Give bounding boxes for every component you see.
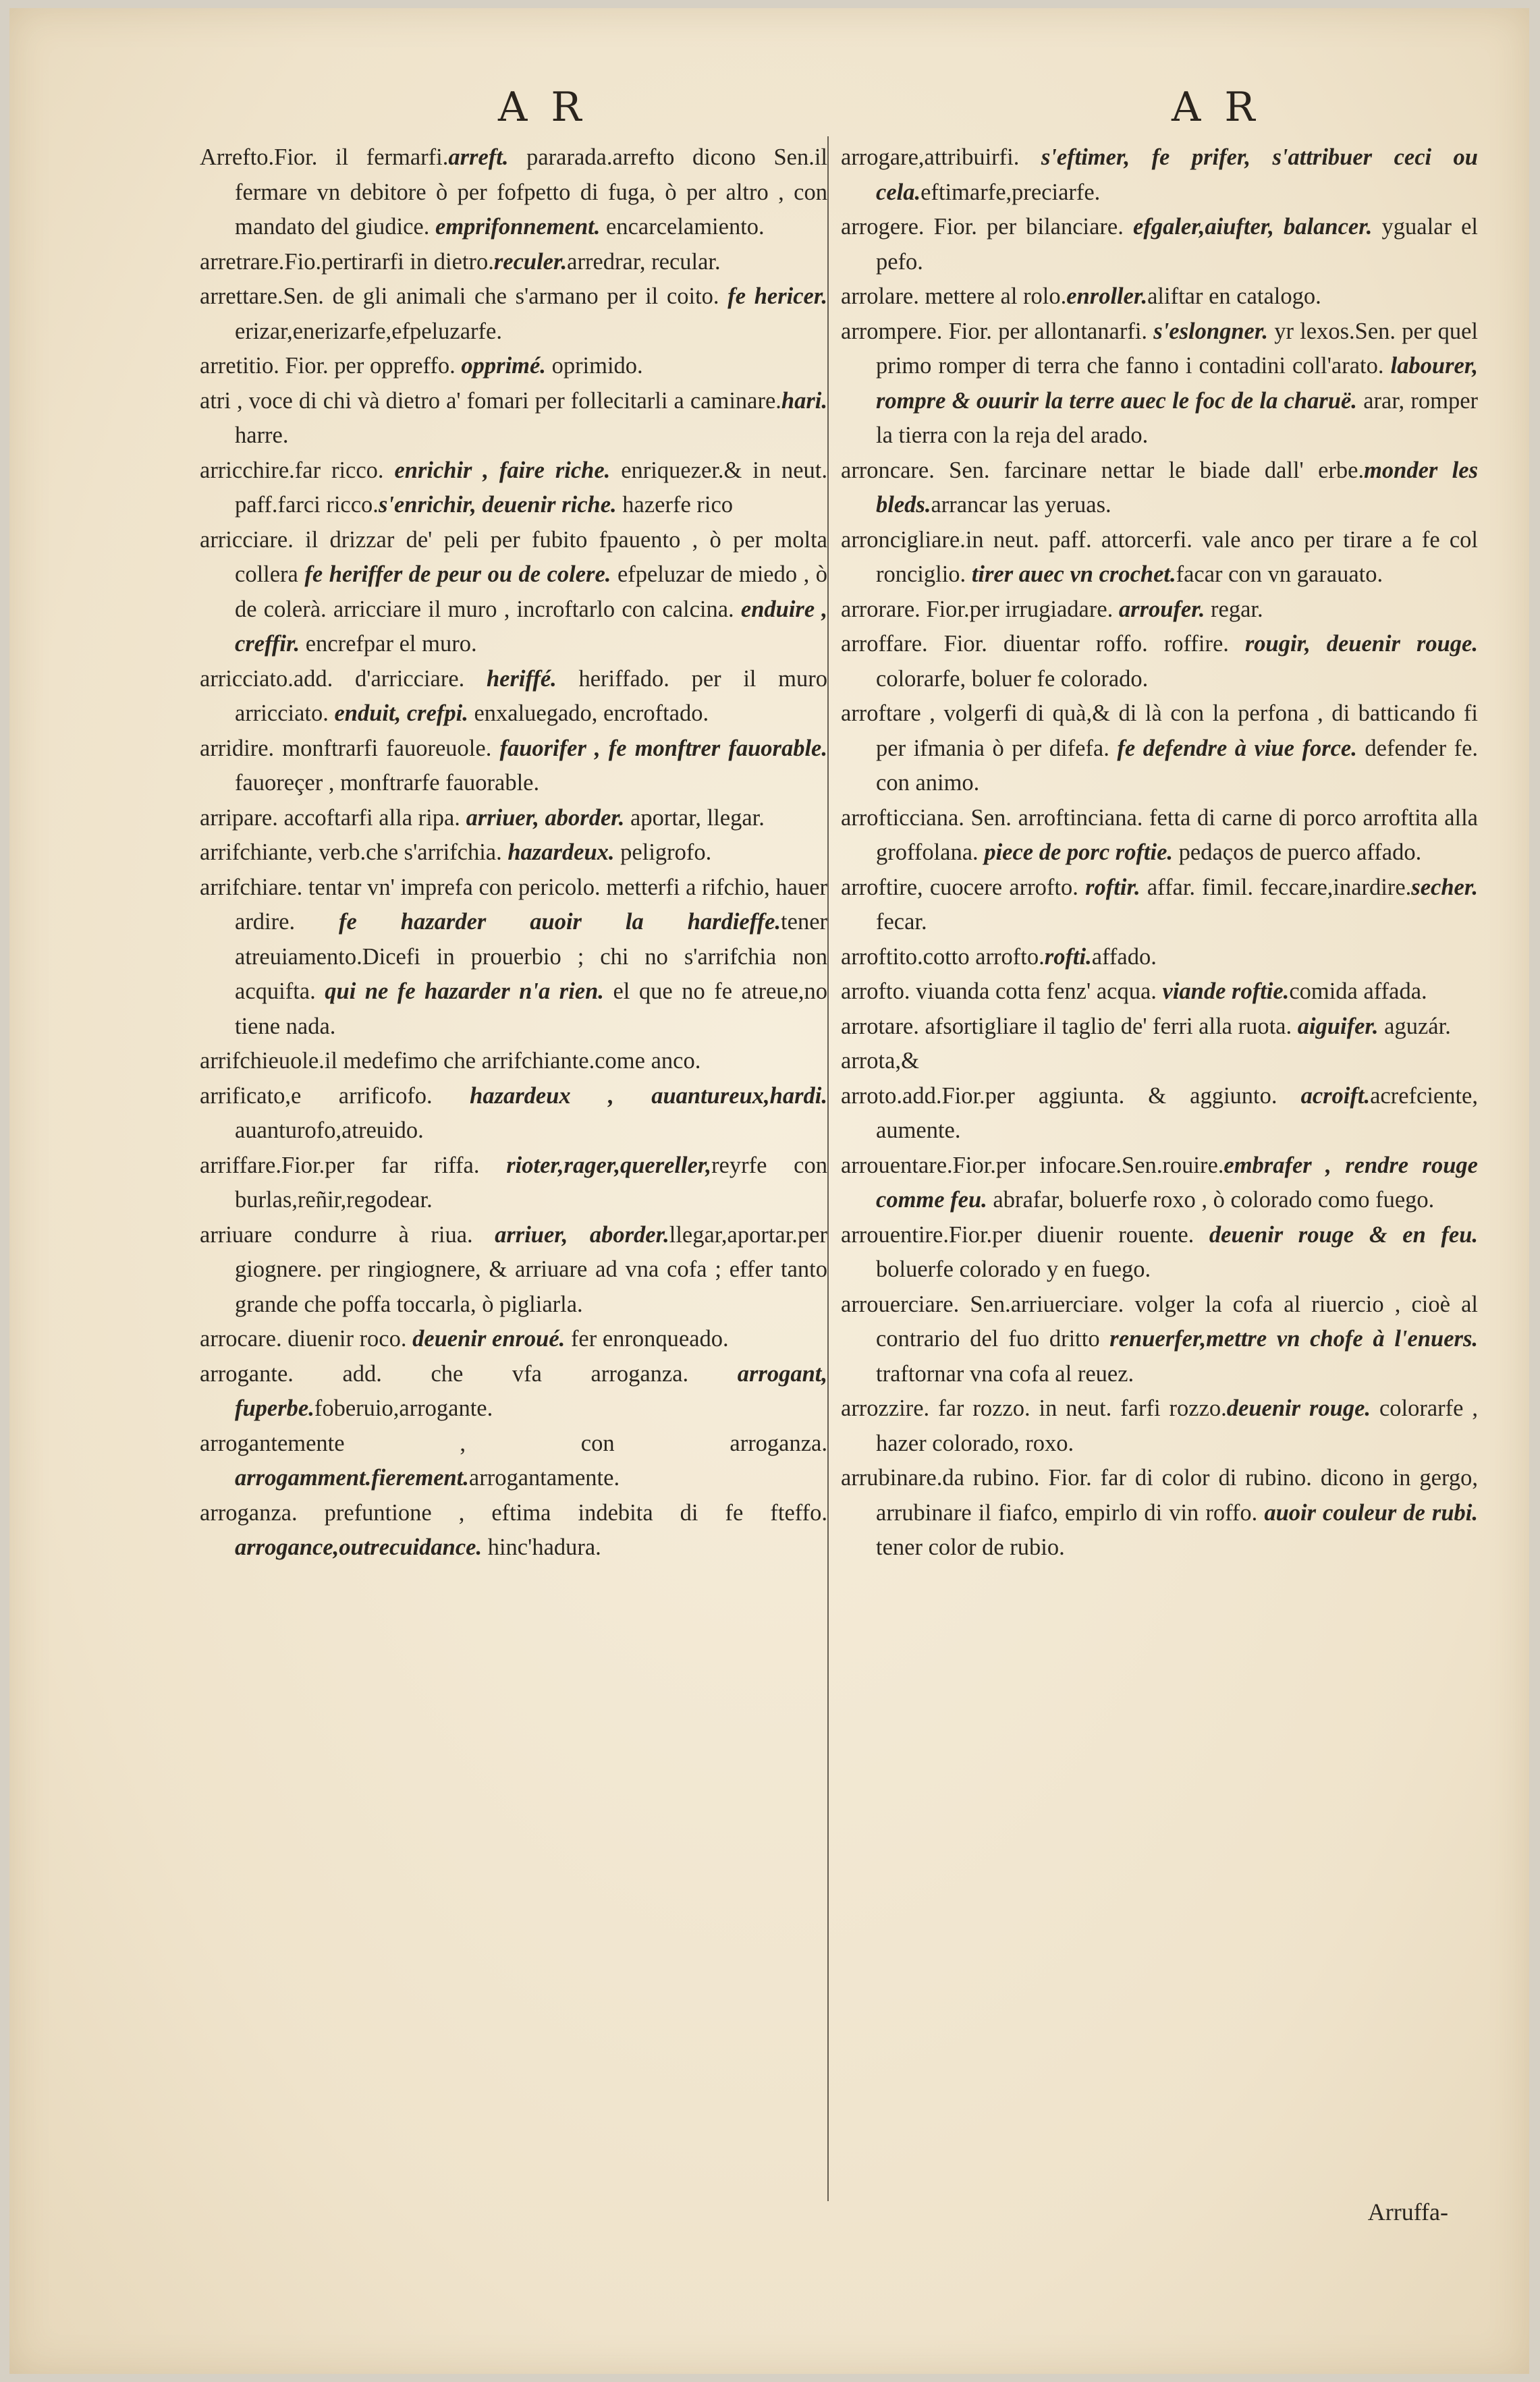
dictionary-entry — [841, 523, 1478, 592]
dictionary-entry — [841, 1148, 1478, 1218]
entry-text: arripare. accoftarfi alla ripa. — [200, 804, 466, 831]
entry-text: facar con vn garauato. — [1176, 561, 1383, 587]
french-gloss: fe hazarder auoir la hardieffe. — [339, 909, 781, 935]
dictionary-entry — [200, 870, 827, 1045]
dictionary-entry — [841, 1461, 1478, 1566]
french-gloss: efgaler,aiufter, balancer. — [1133, 214, 1373, 240]
entry-text: fauoreçer , monftrarfe fauorable. — [235, 770, 540, 796]
entry-text: arrompere. Fior. per allontanarfi. — [841, 318, 1154, 344]
entry-text: aliftar en catalogo. — [1147, 283, 1321, 309]
dictionary-entry — [841, 696, 1478, 801]
entry-text: pararada.arrefto dicono Sen.il fermare vn debitore ò per fofpetto di fuga, ò per altro , con mandato del giudice. — [235, 144, 827, 240]
entry-text: fer enronqueado. — [565, 1326, 729, 1352]
entry-text: arricciato.add. d'arricciare. — [200, 665, 487, 692]
french-gloss: deuenir rouge & en feu. — [1209, 1221, 1479, 1248]
dictionary-entry — [200, 245, 827, 280]
entry-text: arretrare.Fio.pertirarfi in dietro. — [200, 248, 494, 275]
french-gloss: viande roftie. — [1162, 978, 1290, 1004]
entry-text: hinc'hadura. — [482, 1534, 601, 1560]
entry-text: arrogante. add. che vfa arroganza. — [200, 1360, 738, 1387]
entry-text: encarcelamiento. — [600, 214, 765, 240]
french-gloss: qui ne fe hazarder n'a rien. — [325, 978, 604, 1004]
dictionary-entry — [200, 662, 827, 731]
entry-text: arriffare.Fior.per far riffa. — [200, 1152, 507, 1178]
dictionary-entry — [200, 140, 827, 245]
entry-text: arrogere. Fior. per bilanciare. — [841, 214, 1134, 240]
french-gloss: tirer auec vn crochet. — [971, 561, 1176, 587]
dictionary-entry — [200, 1322, 827, 1357]
entry-text: Arrefto.Fior. il fermarfi. — [200, 144, 449, 170]
french-gloss: enduit, crefpi. — [334, 700, 468, 726]
french-gloss: deuenir enroué. — [412, 1326, 566, 1352]
dictionary-entry — [200, 279, 827, 349]
dictionary-entry — [200, 1148, 827, 1218]
entry-text: harre. — [235, 422, 289, 448]
dictionary-entry — [200, 835, 827, 870]
french-gloss: secher. — [1411, 874, 1478, 900]
dictionary-entry — [841, 1079, 1478, 1148]
french-gloss: embrafer , rendre rouge comme feu. — [876, 1152, 1478, 1213]
dictionary-entry — [200, 1496, 827, 1566]
french-gloss: hazardeux. — [507, 839, 615, 865]
left-column — [200, 140, 827, 1566]
entry-text: efpeluzar de miedo , ò de colerà. arricciare il muro , incroftarlo con calcina. — [235, 561, 827, 622]
french-gloss: opprimé. — [461, 353, 546, 379]
entry-text: heriffado. per il muro arricciato. — [235, 665, 827, 726]
entry-text: tener color de rubio. — [876, 1534, 1065, 1560]
french-gloss: reculer. — [493, 248, 568, 275]
french-gloss: deuenir rouge. — [1226, 1395, 1371, 1421]
dictionary-entry — [200, 1357, 827, 1427]
dictionary-entry — [200, 384, 827, 453]
french-gloss: fe hericer. — [727, 283, 827, 309]
dictionary-entry — [200, 1427, 827, 1496]
french-gloss: rioter,rager,quereller, — [506, 1152, 712, 1178]
entry-text: erizar,enerizarfe,efpeluzarfe. — [235, 318, 502, 344]
dictionary-entry — [841, 974, 1478, 1009]
french-gloss: fe defendre à viue force. — [1117, 735, 1357, 761]
dictionary-entry — [841, 1044, 1478, 1079]
left-running-head: A R — [498, 84, 587, 131]
dictionary-entry — [200, 523, 827, 662]
dictionary-entry — [200, 731, 827, 801]
entry-text: abrafar, boluerfe roxo , ò colorado como fuego. — [987, 1187, 1435, 1213]
french-gloss: enroller. — [1066, 283, 1148, 309]
entry-text: arrogantamente. — [468, 1465, 620, 1491]
entry-text: arroffare. Fior. diuentar roffo. roffire. — [841, 631, 1245, 657]
entry-text: el que no fe atreue,no tiene nada. — [235, 978, 827, 1039]
book-page — [9, 8, 1529, 2374]
entry-text: oprimido. — [545, 353, 643, 379]
entry-text: arar, romper la tierra con la reja del arado. — [876, 387, 1478, 448]
entry-text: atri , voce di chi và dietro a' fomari per follecitarli a caminare. — [200, 387, 781, 414]
french-gloss: acroift. — [1300, 1082, 1371, 1109]
french-gloss: rofti. — [1044, 943, 1092, 970]
entry-text: encrefpar el muro. — [300, 631, 477, 657]
dictionary-entry — [841, 279, 1478, 314]
dictionary-entry — [841, 453, 1478, 523]
french-gloss: arrogant, fuperbe. — [235, 1360, 827, 1421]
french-gloss: s'eslongner. — [1153, 318, 1268, 344]
entry-text: arriuare condurre à riua. — [200, 1221, 495, 1248]
entry-text: arrocare. diuenir roco. — [200, 1326, 413, 1352]
entry-text: arrorare. Fior.per irrugiadare. — [841, 596, 1119, 622]
french-gloss: fe heriffer de peur ou de colere. — [304, 561, 611, 587]
french-gloss: arreft. — [448, 144, 509, 170]
dictionary-entry — [841, 140, 1478, 210]
french-gloss: arrogamment.fierement. — [235, 1465, 469, 1491]
entry-text: arrouentare.Fior.per infocare.Sen.rouire. — [841, 1152, 1224, 1178]
entry-text: arrofto. viuanda cotta fenz' acqua. — [841, 978, 1163, 1004]
entry-text: arroto.add.Fior.per aggiunta. & aggiunto. — [841, 1082, 1301, 1109]
french-gloss: auoir couleur de rubi. — [1264, 1499, 1478, 1526]
entry-text: arroganza. prefuntione , eftima indebita di fe fteffo. — [200, 1499, 827, 1526]
dictionary-entry — [841, 940, 1478, 975]
entry-text: arrifchiare. tentar vn' imprefa con pericolo. metterfi a rifchio, hauer ardire. — [200, 874, 827, 935]
french-gloss: fauorifer , fe monftrer fauorable. — [499, 735, 827, 761]
entry-text: eftimarfe,preciarfe. — [920, 179, 1101, 205]
french-gloss: arriuer, aborder. — [495, 1221, 669, 1248]
entry-text: affado. — [1091, 943, 1157, 970]
entry-text: fecar. — [876, 909, 927, 935]
dictionary-entry — [841, 210, 1478, 279]
entry-text: comida affada. — [1289, 978, 1427, 1004]
column-divider — [827, 136, 829, 2201]
entry-text: arrolare. mettere al rolo. — [841, 283, 1067, 309]
dictionary-entry — [200, 1079, 827, 1148]
dictionary-entry — [200, 349, 827, 384]
dictionary-entry — [200, 1218, 827, 1323]
entry-text: arroftire, cuocere arrofto. — [841, 874, 1086, 900]
entry-text: boluerfe colorado y en fuego. — [876, 1256, 1151, 1282]
entry-text: ygualar el pefo. — [876, 214, 1478, 275]
dictionary-entry — [841, 1009, 1478, 1045]
french-gloss: labourer, rompre & ouurir la terre auec le foc de la charuë. — [876, 353, 1478, 414]
dictionary-entry — [841, 870, 1478, 940]
dictionary-entry — [841, 627, 1478, 696]
entry-text: auanturofo,atreuido. — [235, 1117, 424, 1143]
french-gloss: hazardeux , auantureux,hardi. — [470, 1082, 827, 1109]
entry-text: arrouentire.Fior.per diuenir rouente. — [841, 1221, 1209, 1248]
entry-text: arrouerciare. Sen.arriuerciare. volger la cofa al riuercio , cioè al contrario del fuo dritto — [841, 1291, 1478, 1352]
entry-text: colorarfe , hazer colorado, roxo. — [876, 1395, 1478, 1456]
entry-text: arroftito.cotto arrofto. — [841, 943, 1045, 970]
entry-text: arrubinare.da rubino. Fior. far di color di rubino. dicono in gergo, arrubinare il fiafco, empirlo di vin roffo. — [841, 1465, 1478, 1526]
french-gloss: emprifonnement. — [435, 214, 601, 240]
french-gloss: enduire , creffir. — [235, 596, 827, 657]
french-gloss: hari. — [781, 387, 827, 414]
entry-text: tener atreuiamento.Dicefi in prouerbio ; chi no s'arrifchia non acquifta. — [235, 909, 827, 1004]
entry-text: arridire. monftrarfi fauoreuole. — [200, 735, 500, 761]
entry-text: pedaços de puerco affado. — [1173, 839, 1422, 865]
french-gloss: s'enrichir, deuenir riche. — [378, 492, 617, 518]
french-gloss: piece de porc roftie. — [984, 839, 1174, 865]
dictionary-entry — [841, 801, 1478, 870]
entry-text: llegar,aportar.per giognere. per ringiognere, & arriuare ad vna cofa ; effer tanto grande che poffa toccarla, ò pigliarla. — [235, 1221, 827, 1317]
french-gloss: rougir, deuenir rouge. — [1244, 631, 1478, 657]
french-gloss: s'eftimer, fe prifer, s'attribuer ceci ou cela. — [876, 144, 1478, 205]
right-column — [841, 140, 1478, 1566]
french-gloss: arrogance,outrecuidance. — [235, 1534, 483, 1560]
entry-text: arrogare,attribuirfi. — [841, 144, 1041, 170]
entry-text: regar. — [1205, 596, 1263, 622]
entry-text: traftornar vna cofa al reuez. — [876, 1360, 1134, 1387]
french-gloss: arroufer. — [1118, 596, 1205, 622]
entry-text: arrettare.Sen. de gli animali che s'armano per il coito. — [200, 283, 728, 309]
entry-text: arrofticciana. Sen. arroftinciana. fetta di carne di porco arroftita alla groffolana. — [841, 804, 1478, 865]
entry-text: acrefciente, aumente. — [876, 1082, 1478, 1143]
entry-text: arrotare. afsortigliare il taglio de' ferri alla ruota. — [841, 1013, 1298, 1039]
entry-text: defender fe. con animo. — [876, 735, 1479, 796]
entry-text: arrota,& — [841, 1048, 919, 1074]
dictionary-entry — [841, 1287, 1478, 1392]
dictionary-entry — [200, 453, 827, 523]
entry-text: arrogantemente , con arroganza. — [200, 1430, 827, 1456]
catchword: Arruffa- — [1367, 2198, 1448, 2225]
entry-text: arricciare. il drizzar de' peli per fubito fpauento , ò per molta collera — [200, 526, 827, 587]
entry-text: arredrar, recular. — [567, 248, 721, 275]
dictionary-entry — [200, 1044, 827, 1079]
french-gloss: arriuer, aborder. — [466, 804, 625, 831]
entry-text: arroftare , volgerfi di quà,& di là con la perfona , di batticando fi per ifmania ò per difefa. — [841, 700, 1478, 761]
entry-text: affar. fimil. feccare,inardire. — [1140, 874, 1412, 900]
french-gloss: enrichir , faire riche. — [394, 457, 611, 483]
entry-text: arrificato,e arrificofo. — [200, 1082, 470, 1109]
dictionary-entry — [841, 592, 1478, 628]
entry-text: colorarfe, boluer fe colorado. — [876, 665, 1149, 692]
dictionary-entry — [841, 1218, 1478, 1287]
french-gloss: heriffé. — [486, 665, 557, 692]
dictionary-entry — [841, 1391, 1478, 1461]
french-gloss: renuerfer,mettre vn chofe à l'enuers. — [1109, 1326, 1478, 1352]
entry-text: hazerfe rico — [616, 492, 734, 518]
french-gloss: monder les bleds. — [876, 457, 1478, 518]
entry-text: aguzár. — [1378, 1013, 1451, 1039]
french-gloss: roftir. — [1085, 874, 1140, 900]
entry-text: arrancar las yeruas. — [931, 492, 1111, 518]
entry-text: arrifchieuole.il medefimo che arrifchiante.come anco. — [200, 1048, 701, 1074]
dictionary-entry — [841, 314, 1478, 453]
entry-text: arrifchiante, verb.che s'arrifchia. — [200, 839, 508, 865]
entry-text: aportar, llegar. — [624, 804, 765, 831]
entry-text: enriquezer.& in neut. paff.farci ricco. — [235, 457, 827, 518]
entry-text: foberuio,arrogante. — [314, 1395, 493, 1421]
dictionary-entry — [200, 801, 827, 836]
entry-text: arroncigliare.in neut. paff. attorcerfi. vale anco per tirare a fe col ronciglio. — [841, 526, 1478, 587]
entry-text: arroncare. Sen. farcinare nettar le biade dall' erbe. — [841, 457, 1365, 483]
entry-text: peligrofo. — [614, 839, 712, 865]
right-running-head: A R — [1172, 84, 1261, 131]
entry-text: arricchire.far ricco. — [200, 457, 395, 483]
entry-text: arrozzire. far rozzo. in neut. farfi rozzo. — [841, 1395, 1227, 1421]
french-gloss: aiguifer. — [1297, 1013, 1379, 1039]
entry-text: arretitio. Fior. per oppreffo. — [200, 353, 462, 379]
entry-text: enxaluegado, encroftado. — [468, 700, 709, 726]
entry-text: reyrfe con burlas,reñir,regodear. — [235, 1152, 827, 1213]
entry-text: yr lexos.Sen. per quel primo romper di terra che fanno i contadini coll'arato. — [876, 318, 1478, 379]
